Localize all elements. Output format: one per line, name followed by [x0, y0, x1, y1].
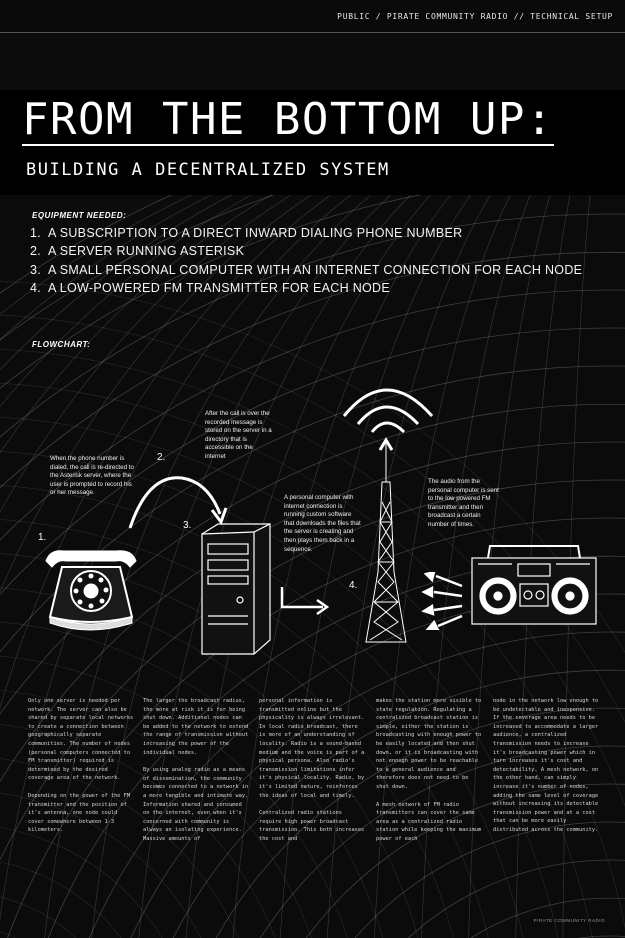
equipment-list	[30, 224, 582, 298]
body-column-3	[259, 697, 367, 853]
step-number-1: 1.	[38, 532, 47, 543]
body-paragraph: Centralized radio stations require high power broadcast transmission. This both increases the cost and	[259, 810, 365, 842]
body-column-4	[376, 697, 484, 853]
equipment-item-number: 3.	[30, 262, 42, 277]
equipment-item-number: 4.	[30, 281, 42, 296]
body-paragraph: Only one server is needed per network. The server can also be shared by separate local networks to create a connection between geographically separate communities. The number of nodes (personal computers connected to FM transmitter) required is determined by the desired coverage area of the network.	[28, 698, 134, 782]
right-angle-arrow-icon	[279, 585, 333, 617]
step-number-3: 3.	[183, 520, 192, 531]
body-paragraph: Depending on the power of the FM transmitter and the position of it's antenna, one node could cover somewhere between 1-3 kilometers.	[28, 792, 131, 834]
step-number-2: 2.	[157, 452, 166, 463]
body-column-1	[28, 697, 136, 844]
equipment-item	[30, 224, 582, 242]
step-number-4: 4.	[349, 580, 358, 591]
body-paragraph: By using analog radio as a means of dissemination, the community becomes connected to a network in a more tangible and intimate way. Information shared and consumed on the internet, even when it's concerned with community is always an isolating experience. Massive amounts of	[143, 767, 249, 842]
equipment-item-text: A SUBSCRIPTION TO A DIRECT INWARD DIALING PHONE NUMBER	[48, 226, 463, 240]
grid-line	[0, 892, 128, 938]
equipment-item-text: A LOW-POWERED FM TRANSMITTER FOR EACH NODE	[48, 281, 391, 296]
footer-credit: PIRATE COMMUNITY RADIO	[533, 918, 605, 923]
server-tower-icon	[196, 520, 276, 658]
body-paragraph: node in the network low enough to be undetectable and inexpensive. If the coverage area needs to be increased to accommodate a larger audience, a centralized transmission needs to increase it's broadcasting power which in turn increases it's cost and detectability. A mesh network, on the other hand, can simply increase it's number of nodes, adding the same level of coverage without increasing its detectable transmission power and at a cost that can be more easily distributed across the community.	[493, 698, 599, 833]
equipment-item-text: A SMALL PERSONAL COMPUTER WITH AN INTERNET CONNECTION FOR EACH NODE	[48, 262, 583, 277]
equipment-item	[30, 242, 582, 260]
body-column-5	[493, 697, 601, 844]
equipment-item-number: 2.	[30, 244, 42, 259]
equipment-item-number: 1.	[30, 226, 42, 240]
equipment-item	[30, 279, 582, 297]
telephone-icon	[40, 545, 142, 635]
radiating-arrows-icon	[420, 572, 468, 630]
step-text-3: A personal computer with internet connection is running custom software that downloads the files that the server is creating and then plays them back in a sequence.	[284, 494, 361, 553]
body-paragraph: personal information is transmitted online but the physicality is always irrelevant. In local radio broadcast, there is more of an understanding of locality. Radio is a sound-based medium and the voice is part of a physical persona. Also radio's transmission limitations infer it's physical locality. Radio, by it's limited nature, reinforces the ideas of local and timely.	[259, 698, 365, 799]
breadcrumb: PUBLIC / PIRATE COMMUNITY RADIO // TECHNICAL SETUP	[337, 12, 613, 21]
body-paragraph: A mesh network of FM radio transmitters can cover the same area as a centralized radio station while keeping the maximum power of each	[376, 801, 482, 842]
step-text-2: After the call is over the recorded message is stored on the server in a directory that is accessible on the internet	[205, 410, 272, 460]
grid-line	[310, 860, 625, 938]
page-title: FROM THE BOTTOM UP:	[22, 94, 554, 145]
body-column-2	[143, 697, 251, 853]
step-text-1: When the phone number is dialed, the call is re-directed to the Asterisk server, where the user is prompted to record his or her message.	[50, 455, 134, 497]
equipment-item	[30, 261, 582, 279]
equipment-item-text: A SERVER RUNNING ASTERISK	[48, 244, 245, 259]
boombox-icon	[468, 540, 600, 630]
page-subtitle: BUILDING A DECENTRALIZED SYSTEM	[26, 160, 390, 180]
equipment-label: EQUIPMENT NEEDED:	[32, 211, 127, 220]
grid-line	[0, 926, 94, 938]
body-paragraph: makes the station more visible to state regulation. Regulating a centralized broadcast station is simple, either the station is broadcasting with enough power to be easily located and then shut down, or it is broadcasting with not enough power to be reachable to a general audience and therefore does not need to be shut down.	[376, 698, 482, 790]
flowchart-label: FLOWCHART:	[32, 340, 91, 349]
body-paragraph: The larger the broadcast radius, the more at risk it is for being shut down. Additional nodes can be added to the network to extend the range of transmission without increasing the power of the individual nodes.	[143, 698, 249, 756]
top-bar	[0, 0, 625, 33]
step-text-4: The audio from the personal computer is sent to the low powered FM transmitter and then broadcast a certain number of times.	[428, 478, 499, 528]
